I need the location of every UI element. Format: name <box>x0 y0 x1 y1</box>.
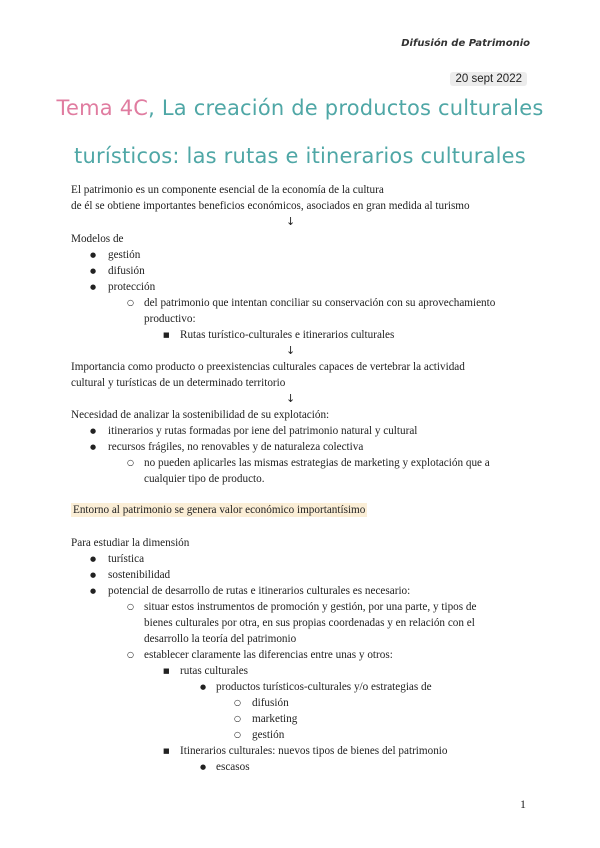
list-item: sostenibilidad <box>108 569 171 581</box>
modelos-sub-line-1: del patrimonio que intentan conciliar su conservación con su aprovechamiento <box>144 297 496 309</box>
importancia-line-1: Importancia como producto o preexistencias culturales capaces de vertebrar la actividad <box>71 361 465 373</box>
bullet-circle-icon: ○ <box>127 458 134 467</box>
intro-line-2: de él se obtiene importantes beneficios económicos, asociados en gran medida al turismo <box>71 200 470 212</box>
bullet-circle-icon: ○ <box>127 602 134 611</box>
estudio-heading: Para estudiar la dimensión <box>71 537 190 549</box>
title-tema-code: 4C <box>119 96 149 120</box>
list-item: gestión <box>108 249 141 261</box>
bullet-square-icon: ■ <box>163 331 170 339</box>
itinerarios-culturales: Itinerarios culturales: nuevos tipos de bienes del patrimonio <box>180 745 448 757</box>
intro-line-1: El patrimonio es un componente esencial de la economía de la cultura <box>71 184 384 196</box>
highlight-text: Entorno al patrimonio se genera valor económico importantísimo <box>73 504 366 516</box>
bullet-square-icon: ■ <box>163 667 170 675</box>
bullet-disc-icon: ● <box>200 683 207 691</box>
bullet-circle-icon: ○ <box>234 698 241 707</box>
bullet-circle-icon: ○ <box>127 298 134 307</box>
list-item: marketing <box>252 713 298 725</box>
necesidad-sub-line-1: no pueden aplicarles las mismas estrategias de marketing y explotación que a <box>144 457 490 469</box>
list-item: difusión <box>252 697 289 709</box>
highlighted-statement <box>71 503 367 517</box>
list-item: turística <box>108 553 145 565</box>
estudio-sub1-line-2: bienes culturales por otra, en sus propias coordenadas y en relación con el <box>144 617 475 629</box>
date-badge: 20 sept 2022 <box>450 72 527 86</box>
estudio-sub1-line-1: situar estos instrumentos de promoción y gestión, por una parte, y tipos de <box>144 601 477 613</box>
title-tema-word: Tema <box>56 96 113 120</box>
list-item: escasos <box>216 761 250 773</box>
modelos-heading: Modelos de <box>71 233 124 245</box>
page-title-line-1 <box>0 96 600 120</box>
list-item: gestión <box>252 729 285 741</box>
bullet-circle-icon: ○ <box>234 714 241 723</box>
bullet-disc-icon: ● <box>90 283 97 291</box>
list-item: protección <box>108 281 156 293</box>
bullet-disc-icon: ● <box>90 443 97 451</box>
list-item: difusión <box>108 265 145 277</box>
bullet-disc-icon: ● <box>90 587 97 595</box>
bullet-disc-icon: ● <box>200 763 207 771</box>
bullet-disc-icon: ● <box>90 555 97 563</box>
estudio-sub1-line-3: desarrollo la teoría del patrimonio <box>144 633 297 645</box>
bullet-disc-icon: ● <box>90 251 97 259</box>
down-arrow-icon: ↓ <box>286 215 296 228</box>
bullet-disc-icon: ● <box>90 427 97 435</box>
bullet-circle-icon: ○ <box>234 730 241 739</box>
page-title-line-2: turísticos: las rutas e itinerarios culturales <box>74 144 526 168</box>
list-item: itinerarios y rutas formadas por iene del patrimonio natural y cultural <box>108 425 418 437</box>
importancia-line-2: cultural y turísticas de un determinado territorio <box>71 377 286 389</box>
modelos-sub2: Rutas turístico-culturales e itinerarios culturales <box>180 329 395 341</box>
necesidad-sub-line-2: cualquier tipo de producto. <box>144 473 265 485</box>
down-arrow-icon: ↓ <box>286 344 296 357</box>
bullet-square-icon: ■ <box>163 747 170 755</box>
rutas-culturales: rutas culturales <box>180 665 249 677</box>
list-item: potencial de desarrollo de rutas e itinerarios culturales es necesario: <box>108 585 411 597</box>
necesidad-heading: Necesidad de analizar la sostenibilidad de su explotación: <box>71 409 330 421</box>
list-item: recursos frágiles, no renovables y de naturaleza colectiva <box>108 441 364 453</box>
bullet-circle-icon: ○ <box>127 650 134 659</box>
productos-item: productos turísticos-culturales y/o estrategias de <box>216 681 432 693</box>
title-rest: , La creación de productos culturales <box>148 96 544 120</box>
page-number: 1 <box>520 797 526 811</box>
bullet-disc-icon: ● <box>90 267 97 275</box>
modelos-sub-line-2: productivo: <box>144 313 196 325</box>
estudio-sub2: establecer claramente las diferencias entre unas y otros: <box>144 649 393 661</box>
down-arrow-icon: ↓ <box>286 392 296 405</box>
document-header-title: Difusión de Patrimonio <box>401 38 530 49</box>
bullet-disc-icon: ● <box>90 571 97 579</box>
